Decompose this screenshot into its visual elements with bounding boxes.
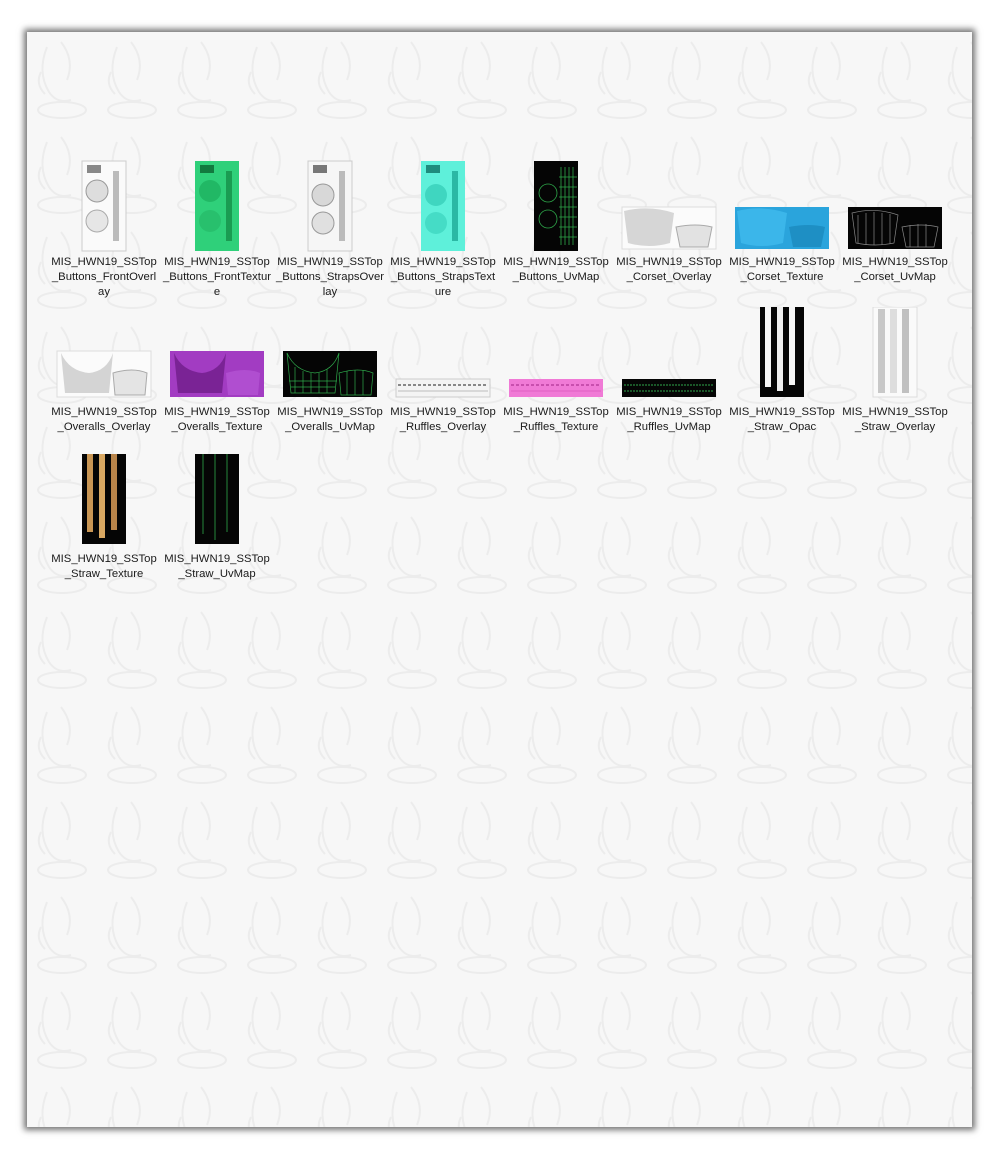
file-name-label: MIS_HWN19_SSTop_Ruffles_UvMap: [616, 406, 722, 433]
file-item[interactable]: [727, 157, 837, 297]
corset-uv-map-icon: [840, 157, 950, 255]
file-name-label: MIS_HWN19_SSTop_Straw_Overlay: [842, 406, 948, 433]
file-name-label: MIS_HWN19_SSTop_Straw_Opac: [729, 406, 835, 433]
file-item[interactable]: [275, 307, 385, 447]
file-item[interactable]: [614, 157, 724, 297]
file-name-label: MIS_HWN19_SSTop_Corset_Overlay: [616, 256, 722, 283]
file-item[interactable]: [614, 307, 724, 447]
ruffles-white-strip-icon: [388, 307, 498, 405]
file-item[interactable]: [840, 307, 950, 447]
file-item[interactable]: [501, 157, 611, 297]
file-item[interactable]: [49, 454, 159, 594]
straw-opacity-icon: [727, 307, 837, 405]
file-item[interactable]: [727, 307, 837, 447]
file-item[interactable]: [162, 454, 272, 594]
file-item[interactable]: [501, 307, 611, 447]
file-name-label: MIS_HWN19_SSTop_Buttons_FrontOverlay: [51, 256, 157, 298]
buttons-cyan-texture-icon: [388, 157, 498, 255]
file-name-label: MIS_HWN19_SSTop_Buttons_UvMap: [503, 256, 609, 283]
file-name-label: MIS_HWN19_SSTop_Overalls_Overlay: [51, 406, 157, 433]
buttons-white-texture-icon: [49, 157, 159, 255]
file-name-label: MIS_HWN19_SSTop_Corset_Texture: [729, 256, 835, 283]
file-item[interactable]: [388, 157, 498, 297]
straw-uv-map-icon: [162, 454, 272, 552]
file-name-label: MIS_HWN19_SSTop_Corset_UvMap: [842, 256, 948, 283]
ruffles-pink-strip-icon: [501, 307, 611, 405]
overalls-purple-texture-icon: [162, 307, 272, 405]
file-item[interactable]: [49, 157, 159, 297]
file-name-label: MIS_HWN19_SSTop_Ruffles_Texture: [503, 406, 609, 433]
file-name-label: MIS_HWN19_SSTop_Straw_UvMap: [164, 553, 270, 580]
file-item[interactable]: [162, 307, 272, 447]
overalls-uv-map-icon: [275, 307, 385, 405]
file-name-label: MIS_HWN19_SSTop_Overalls_UvMap: [277, 406, 383, 433]
file-name-label: MIS_HWN19_SSTop_Ruffles_Overlay: [390, 406, 496, 433]
file-name-label: MIS_HWN19_SSTop_Overalls_Texture: [164, 406, 270, 433]
file-item[interactable]: [840, 157, 950, 297]
corset-blue-texture-icon: [727, 157, 837, 255]
ruffles-uv-strip-icon: [614, 307, 724, 405]
buttons-white-texture-icon: [275, 157, 385, 255]
corset-white-texture-icon: [614, 157, 724, 255]
uv-map-tall-icon: [501, 157, 611, 255]
file-item[interactable]: [388, 307, 498, 447]
file-name-label: MIS_HWN19_SSTop_Buttons_StrapsTexture: [390, 256, 496, 298]
file-name-label: MIS_HWN19_SSTop_Buttons_FrontTexture: [162, 256, 271, 298]
file-item[interactable]: [275, 157, 385, 297]
file-name-label: MIS_HWN19_SSTop_Buttons_StrapsOverlay: [275, 256, 384, 298]
file-grid: [27, 32, 972, 1127]
file-item[interactable]: [162, 157, 272, 297]
file-explorer-window: [27, 32, 972, 1127]
straw-brown-texture-icon: [49, 454, 159, 552]
file-item[interactable]: [49, 307, 159, 447]
overalls-white-texture-icon: [49, 307, 159, 405]
file-name-label: MIS_HWN19_SSTop_Straw_Texture: [51, 553, 157, 580]
straw-white-overlay-icon: [840, 307, 950, 405]
buttons-green-texture-icon: [162, 157, 272, 255]
